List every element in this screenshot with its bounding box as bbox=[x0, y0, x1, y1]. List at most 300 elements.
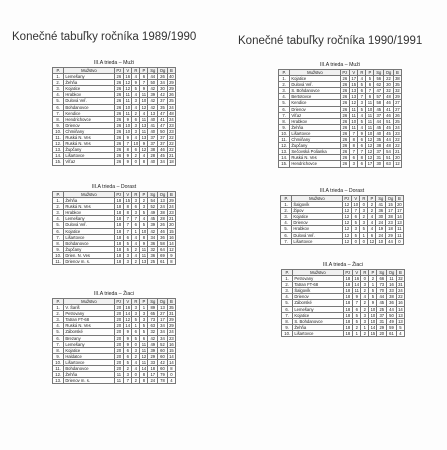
stat-cell: 9 bbox=[140, 86, 148, 92]
column-header: R bbox=[360, 196, 368, 202]
stat-cell: 34 bbox=[148, 234, 158, 240]
stat-cell: 18 bbox=[343, 294, 353, 300]
stat-cell: 18 bbox=[114, 210, 124, 216]
team-name-cell: Hrabkov bbox=[292, 226, 342, 232]
stat-cell: 60 bbox=[158, 347, 168, 353]
stat-cell: 6 bbox=[124, 353, 132, 359]
stat-cell: 38 bbox=[148, 147, 158, 153]
stat-cell: 9. bbox=[53, 246, 64, 252]
team-name-cell: Hendrichovce bbox=[290, 161, 340, 167]
team-name-cell: Ruská N. Ves bbox=[64, 141, 114, 147]
stat-cell: 3 bbox=[132, 122, 140, 128]
stat-cell: 26 bbox=[340, 94, 350, 100]
stat-cell: 61 bbox=[158, 259, 168, 265]
stat-cell: 5 bbox=[358, 106, 366, 112]
stat-cell: 9 bbox=[167, 252, 175, 258]
stat-cell: 26 bbox=[114, 147, 124, 153]
stat-cell: 2 bbox=[368, 202, 376, 208]
stat-cell: 36 bbox=[158, 234, 168, 240]
stat-cell: 6 bbox=[132, 204, 140, 210]
stat-cell: 15 bbox=[169, 228, 174, 234]
stat-cell: 73 bbox=[377, 282, 387, 288]
column-header: Sg bbox=[148, 68, 158, 74]
stat-cell: 46 bbox=[384, 100, 394, 106]
team-name-cell: S. Bohdanovce bbox=[290, 88, 340, 94]
stat-cell: 29 bbox=[169, 80, 174, 86]
team-name-cell: Hrabkov bbox=[64, 210, 114, 216]
stat-cell: 10 bbox=[367, 106, 373, 112]
column-header: Mužstvo bbox=[292, 196, 342, 202]
stat-cell: 40 bbox=[148, 116, 158, 122]
stat-cell: 49 bbox=[387, 318, 397, 324]
column-header: V bbox=[124, 299, 132, 305]
stat-cell: 16 bbox=[125, 74, 131, 80]
stat-cell: 26 bbox=[114, 92, 124, 98]
stat-cell: 40 bbox=[169, 74, 174, 80]
stat-cell: 3 bbox=[124, 259, 132, 265]
stat-cell: 30 bbox=[384, 82, 394, 88]
stat-cell: 10 bbox=[125, 122, 131, 128]
stat-cell: 32 bbox=[148, 329, 158, 335]
stat-cell: 9 bbox=[124, 159, 132, 165]
stat-cell: 32 bbox=[395, 88, 400, 94]
stat-cell: 11 bbox=[367, 112, 373, 118]
stat-cell: 5 bbox=[132, 335, 140, 341]
stat-cell: 26 bbox=[340, 130, 350, 136]
stat-cell: 26 bbox=[340, 76, 350, 82]
team-name-cell: Kojatice bbox=[64, 347, 114, 353]
stat-cell: 5 bbox=[124, 240, 132, 246]
stat-cell: 42 bbox=[158, 359, 168, 365]
stat-cell: 12 bbox=[125, 317, 131, 323]
stat-cell: 6. bbox=[53, 104, 64, 110]
column-header: P. bbox=[53, 68, 64, 74]
stat-cell: 6 bbox=[132, 147, 140, 153]
stat-cell: 3 bbox=[140, 317, 148, 323]
stat-cell: 18 bbox=[386, 226, 396, 232]
column-header: R bbox=[132, 299, 140, 305]
stat-cell: 9. bbox=[279, 124, 290, 130]
stat-cell: 11 bbox=[387, 276, 397, 282]
stat-cell: 18 bbox=[343, 306, 353, 312]
column-header: B bbox=[167, 299, 175, 305]
stat-cell: 6. bbox=[282, 306, 293, 312]
stat-cell: 11 bbox=[141, 347, 147, 353]
stat-cell: 17 bbox=[351, 76, 357, 82]
stat-cell: 41 bbox=[158, 116, 168, 122]
stat-cell: 22 bbox=[169, 147, 174, 153]
team-name-cell: Kendice bbox=[64, 110, 114, 116]
stat-cell: 11 bbox=[125, 98, 130, 104]
table-dorast-1989-1990 bbox=[52, 184, 176, 265]
team-name-cell: Hrabkov bbox=[290, 118, 340, 124]
stat-cell: 13. bbox=[53, 378, 64, 384]
stat-cell: 48 bbox=[169, 110, 174, 116]
stat-cell: 16 bbox=[354, 276, 360, 282]
stat-cell: 50 bbox=[387, 312, 397, 318]
team-name-cell: Drienov bbox=[293, 294, 343, 300]
column-header: Mužstvo bbox=[290, 70, 340, 76]
column-header: V bbox=[353, 270, 361, 276]
stat-cell: 25 bbox=[395, 118, 400, 124]
stat-cell: 37 bbox=[158, 141, 168, 147]
stat-cell: 14 bbox=[125, 311, 131, 317]
stat-cell: 11 bbox=[114, 378, 124, 384]
stat-cell: 7 bbox=[366, 88, 374, 94]
column-header: Pz bbox=[114, 68, 124, 74]
stat-cell: 24 bbox=[395, 124, 400, 130]
stat-cell: 4 bbox=[361, 294, 369, 300]
stat-cell: 1 bbox=[361, 324, 369, 330]
stat-cell: 48 bbox=[384, 143, 394, 149]
stat-cell: 18 bbox=[343, 330, 353, 336]
stat-cell: 2 bbox=[132, 378, 140, 384]
stat-cell: 12 bbox=[342, 220, 352, 226]
stat-cell: 10 bbox=[367, 130, 373, 136]
stat-cell: 39 bbox=[148, 347, 158, 353]
stat-cell: 2. bbox=[53, 204, 64, 210]
table-caption: III.A trieda – Dorast bbox=[319, 188, 365, 194]
stat-cell: 26 bbox=[158, 74, 168, 80]
column-header: P bbox=[369, 270, 377, 276]
stat-cell: 26 bbox=[340, 149, 350, 155]
stat-cell: 47 bbox=[158, 110, 168, 116]
stat-cell: 26 bbox=[340, 118, 350, 124]
column-header: P bbox=[140, 299, 148, 305]
stat-cell: 5 bbox=[352, 220, 360, 226]
stat-cell: 20 bbox=[114, 353, 124, 359]
stat-cell: 7 bbox=[353, 300, 361, 306]
stat-cell: 45 bbox=[384, 130, 394, 136]
stat-cell: 2 bbox=[368, 208, 376, 214]
stat-cell: 4. bbox=[281, 220, 292, 226]
stat-cell: 35 bbox=[158, 104, 168, 110]
stat-cell: 45 bbox=[377, 300, 387, 306]
team-name-cell: Žehňa bbox=[64, 198, 114, 204]
column-header: Sg bbox=[377, 270, 387, 276]
stat-cell: 33 bbox=[148, 359, 158, 365]
stat-cell: 16 bbox=[387, 282, 397, 288]
stat-cell: 20 bbox=[114, 347, 124, 353]
stat-cell: 4 bbox=[132, 240, 140, 246]
stat-cell: 50 bbox=[148, 80, 158, 86]
table-row bbox=[282, 330, 405, 336]
team-name-cell: Kojatice bbox=[290, 76, 340, 82]
stat-cell: 32 bbox=[148, 246, 158, 252]
stat-cell: 4 bbox=[132, 359, 140, 365]
team-name-cell: Lemešany bbox=[64, 216, 114, 222]
stat-cell: 14 bbox=[125, 323, 131, 329]
stat-cell: 4 bbox=[368, 214, 376, 220]
stat-cell: 29 bbox=[377, 324, 387, 330]
stat-cell: 17 bbox=[386, 208, 396, 214]
stat-cell: 45 bbox=[384, 124, 394, 130]
stat-cell: 34 bbox=[158, 329, 168, 335]
stat-cell: 3 bbox=[132, 128, 140, 134]
stat-cell: 23 bbox=[169, 335, 174, 341]
stat-cell: 18 bbox=[343, 282, 353, 288]
stat-cell: 18 bbox=[343, 318, 353, 324]
stat-cell: 20 bbox=[114, 323, 124, 329]
stat-cell: 4 bbox=[132, 74, 140, 80]
stat-cell: 29 bbox=[169, 323, 174, 329]
stat-cell: 21 bbox=[395, 149, 400, 155]
stat-cell: 6. bbox=[53, 335, 64, 341]
stat-cell: 17 bbox=[148, 372, 158, 378]
stat-cell: 54 bbox=[384, 149, 394, 155]
team-name-cell: Dulová Veľ. bbox=[64, 222, 114, 228]
team-name-cell: Bertotovce bbox=[290, 94, 340, 100]
stat-cell: 5. bbox=[53, 329, 64, 335]
stat-cell: 52 bbox=[148, 204, 158, 210]
stat-cell: 8 bbox=[140, 159, 148, 165]
column-header: P. bbox=[281, 196, 292, 202]
team-name-cell: Víťaz bbox=[64, 159, 114, 165]
stat-cell: 4 bbox=[140, 216, 148, 222]
stat-cell: 20 bbox=[169, 222, 174, 228]
stat-cell: 8 bbox=[124, 210, 132, 216]
team-name-cell: Kendice bbox=[290, 100, 340, 106]
stat-cell: 5 bbox=[369, 288, 377, 294]
stat-cell: 25 bbox=[377, 306, 387, 312]
table-caption: III.A trieda – Žiaci bbox=[93, 291, 135, 297]
stat-cell: 9 bbox=[124, 329, 132, 335]
column-header: Pz bbox=[114, 299, 124, 305]
stat-cell: 26 bbox=[158, 222, 168, 228]
stat-cell: 18 bbox=[114, 259, 124, 265]
stat-cell: 11 bbox=[141, 252, 147, 258]
stat-cell: 5 bbox=[352, 232, 360, 238]
stat-cell: 2 bbox=[132, 110, 140, 116]
stat-cell: 3. bbox=[53, 86, 64, 92]
stat-cell: 18 bbox=[114, 252, 124, 258]
team-name-cell: V. Šariš bbox=[64, 305, 114, 311]
stat-cell: 46 bbox=[158, 228, 168, 234]
stat-cell: 61 bbox=[387, 330, 397, 336]
stat-cell: 29 bbox=[148, 353, 158, 359]
table-ziaci-1989-1990 bbox=[52, 291, 176, 384]
stat-cell: 7. bbox=[282, 312, 293, 318]
stat-cell: 6 bbox=[124, 234, 132, 240]
stat-cell: 36 bbox=[148, 240, 158, 246]
standings-table bbox=[281, 269, 405, 337]
stat-cell: 45 bbox=[374, 124, 384, 130]
stat-cell: 4 bbox=[132, 135, 140, 141]
stat-cell: 44 bbox=[377, 294, 387, 300]
stat-cell: 13. bbox=[279, 149, 290, 155]
stat-cell: 26 bbox=[340, 143, 350, 149]
column-header: R bbox=[132, 192, 140, 198]
team-name-cell: Drien. N. Ves bbox=[64, 252, 114, 258]
stat-cell: 7. bbox=[53, 234, 64, 240]
stat-cell: 5 bbox=[369, 294, 377, 300]
stat-cell: 4 bbox=[140, 153, 148, 159]
stat-cell: 7. bbox=[53, 110, 64, 116]
table-row bbox=[281, 238, 404, 244]
stat-cell: 73 bbox=[148, 317, 158, 323]
stat-cell: 49 bbox=[148, 341, 158, 347]
team-name-cell: Lemešany bbox=[64, 74, 114, 80]
stat-cell: 54 bbox=[148, 198, 158, 204]
stat-cell: 38 bbox=[158, 210, 168, 216]
column-header: B bbox=[393, 70, 401, 76]
stat-cell: 8 bbox=[140, 234, 148, 240]
stat-cell: 4. bbox=[282, 294, 293, 300]
stat-cell: 3 bbox=[350, 161, 358, 167]
stat-cell: 29 bbox=[169, 86, 174, 92]
stat-cell: 37 bbox=[158, 135, 168, 141]
stat-cell: 9 bbox=[124, 116, 132, 122]
stat-cell: 18 bbox=[343, 288, 353, 294]
stat-cell: 26 bbox=[169, 92, 174, 98]
stat-cell: 30 bbox=[374, 161, 384, 167]
stat-cell: 18 bbox=[114, 234, 124, 240]
stat-cell: 3 bbox=[352, 226, 360, 232]
stat-cell: 26 bbox=[395, 112, 400, 118]
stat-cell: 13 bbox=[398, 312, 403, 318]
stat-cell: 38 bbox=[374, 143, 384, 149]
stat-cell: 26 bbox=[114, 128, 124, 134]
table-muzi-1990-1991 bbox=[278, 62, 402, 168]
stat-cell: 22 bbox=[384, 76, 394, 82]
stat-cell: 23 bbox=[169, 210, 174, 216]
column-header: Sg bbox=[376, 196, 386, 202]
stat-cell: 13 bbox=[158, 198, 168, 204]
stat-cell: 11 bbox=[367, 100, 373, 106]
stat-cell: 23 bbox=[386, 220, 396, 226]
column-header: P bbox=[366, 70, 374, 76]
stat-cell: 5. bbox=[53, 98, 64, 104]
stat-cell: 11 bbox=[141, 341, 147, 347]
stat-cell: 1. bbox=[53, 198, 64, 204]
stat-cell: 3 bbox=[124, 372, 132, 378]
column-header: B bbox=[167, 68, 175, 74]
stat-cell: 13 bbox=[351, 88, 357, 94]
team-name-cell: Župčany bbox=[64, 147, 114, 153]
stat-cell: 37 bbox=[148, 141, 158, 147]
stat-cell: 13 bbox=[351, 94, 357, 100]
stat-cell: 15 bbox=[370, 330, 376, 336]
stat-cell: 9. bbox=[53, 122, 64, 128]
stat-cell: 42 bbox=[148, 104, 158, 110]
stat-cell: 7 bbox=[132, 216, 140, 222]
stat-cell: 11 bbox=[397, 232, 402, 238]
team-name-cell: Bohdanovce bbox=[64, 366, 114, 372]
team-name-cell: Chmiňany bbox=[290, 137, 340, 143]
stat-cell: 79 bbox=[158, 372, 168, 378]
page-title-1989-1990: Konečné tabuľky ročníka 1989/1990 bbox=[12, 31, 197, 43]
stat-cell: 7. bbox=[281, 238, 292, 244]
stat-cell: 6. bbox=[279, 106, 290, 112]
stat-cell: 8. bbox=[53, 347, 64, 353]
stat-cell: 12 bbox=[367, 137, 373, 143]
stat-cell: 18 bbox=[114, 198, 124, 204]
stat-cell: 24 bbox=[169, 116, 174, 122]
stat-cell: 42 bbox=[148, 98, 158, 104]
stat-cell: 5 bbox=[360, 226, 368, 232]
team-name-cell: Hendrichovce bbox=[64, 116, 114, 122]
stat-cell: 26 bbox=[340, 137, 350, 143]
team-name-cell: Žehňa bbox=[64, 80, 114, 86]
stat-cell: 3 bbox=[132, 98, 140, 104]
standings-table bbox=[280, 195, 404, 245]
stat-cell: 60 bbox=[158, 366, 168, 372]
stat-cell: 26 bbox=[114, 135, 124, 141]
stat-cell: 21 bbox=[169, 153, 174, 159]
stat-cell: 2 bbox=[353, 324, 361, 330]
stat-cell: 12 bbox=[369, 238, 375, 244]
stat-cell: 4 bbox=[132, 366, 140, 372]
stat-cell: 0 bbox=[352, 238, 360, 244]
team-name-cell: Župčany bbox=[64, 246, 114, 252]
stat-cell: 63 bbox=[384, 161, 394, 167]
team-name-cell: Lemešany bbox=[64, 341, 114, 347]
stat-cell: 13 bbox=[141, 135, 147, 141]
stat-cell: 13 bbox=[148, 110, 158, 116]
stat-cell: 35 bbox=[169, 305, 174, 311]
stat-cell: 45 bbox=[158, 153, 168, 159]
team-name-cell: Žehňa bbox=[64, 372, 114, 378]
stat-cell: 11 bbox=[141, 246, 147, 252]
stat-cell: 18 bbox=[148, 366, 158, 372]
stat-cell: 14 bbox=[398, 306, 403, 312]
stat-cell: 9 bbox=[124, 135, 132, 141]
stat-cell: 50 bbox=[158, 128, 168, 134]
stat-cell: 26 bbox=[340, 124, 350, 130]
stat-cell: 26 bbox=[114, 104, 124, 110]
stat-cell: 20 bbox=[377, 330, 387, 336]
stat-cell: 7 bbox=[124, 216, 132, 222]
stat-cell: 26 bbox=[114, 110, 124, 116]
stat-cell: 8 bbox=[124, 204, 132, 210]
team-name-cell: Dulová Veľ. bbox=[292, 232, 342, 238]
stat-cell: 10 bbox=[370, 318, 376, 324]
stat-cell: 40 bbox=[148, 159, 158, 165]
stat-cell: 2 bbox=[361, 288, 369, 294]
stat-cell: 12. bbox=[53, 141, 64, 147]
stat-cell: 18 bbox=[343, 312, 353, 318]
stat-cell: 2 bbox=[132, 353, 140, 359]
stat-cell: 9 bbox=[132, 80, 140, 86]
team-name-cell: Drienov m. s. bbox=[64, 259, 114, 265]
table-row bbox=[53, 159, 176, 165]
stat-cell: 6. bbox=[53, 228, 64, 234]
column-header: Og bbox=[384, 70, 394, 76]
stat-cell: 4 bbox=[368, 226, 376, 232]
stat-cell: 44 bbox=[384, 137, 394, 143]
stat-cell: 13 bbox=[397, 220, 402, 226]
stat-cell: 12 bbox=[125, 86, 131, 92]
stat-cell: 33 bbox=[387, 288, 397, 294]
stat-cell: 1 bbox=[140, 305, 148, 311]
team-name-cell: Lemešany bbox=[293, 306, 343, 312]
stat-cell: 31 bbox=[398, 282, 403, 288]
table-ziaci-1990-1991 bbox=[281, 262, 405, 337]
stat-cell: 3 bbox=[132, 311, 140, 317]
stat-cell: 18 bbox=[114, 204, 124, 210]
stat-cell: 44 bbox=[387, 306, 397, 312]
stat-cell: 16 bbox=[125, 305, 131, 311]
stat-cell: 38 bbox=[386, 214, 396, 220]
stat-cell: 12 bbox=[342, 208, 352, 214]
stat-cell: 12 bbox=[367, 149, 373, 155]
stat-cell: 5 bbox=[140, 210, 148, 216]
stat-cell: 36 bbox=[376, 208, 386, 214]
stat-cell: 19 bbox=[376, 226, 386, 232]
stat-cell: 8 bbox=[350, 137, 358, 143]
stat-cell: 0 bbox=[361, 276, 369, 282]
stat-cell: 6 bbox=[358, 137, 366, 143]
